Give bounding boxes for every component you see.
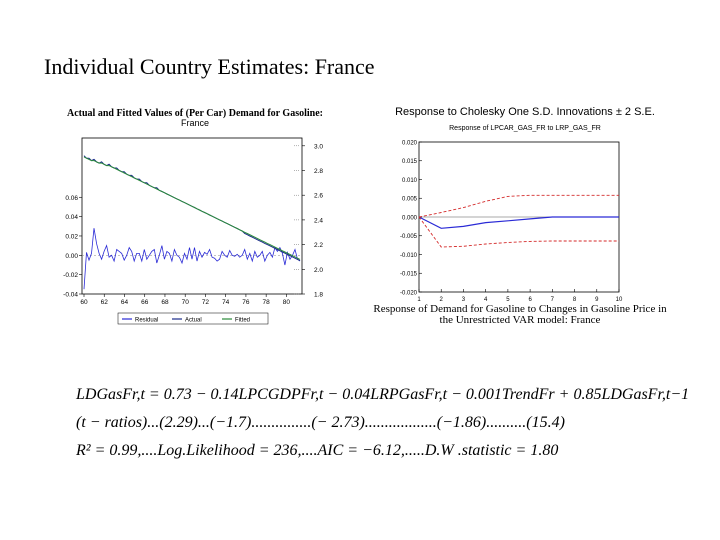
left-tick-label: 0.04	[65, 214, 78, 222]
left-tick-label: -0.04	[63, 291, 78, 299]
x-tick-label: 6	[528, 297, 532, 303]
series-residual-line	[84, 228, 300, 289]
right-tick-label: 2.8	[314, 168, 324, 175]
left-tick-label: 0.02	[65, 233, 78, 241]
x-tick-label: 68	[161, 299, 169, 306]
right-tick-label: 2.0	[314, 266, 324, 274]
chart-subtitle: Response of LPCAR_GAS_FR to LRP_GAS_FR	[449, 125, 601, 132]
x-tick-label: 3	[461, 297, 466, 303]
x-tick-label: 10	[615, 297, 623, 303]
left-tick-label: 0.06	[65, 194, 78, 202]
x-tick-label: 4	[483, 297, 488, 303]
x-tick-label: 76	[242, 299, 250, 306]
x-tick-label: 72	[201, 299, 210, 306]
right-tick-label: 2.2	[314, 242, 324, 250]
actual-fitted-chart	[50, 102, 350, 338]
right-tick-label: 2.6	[314, 192, 324, 200]
left-tick-label: 0.00	[65, 252, 78, 260]
x-tick-label: 80	[282, 299, 291, 306]
actual-fitted-plot	[50, 102, 350, 338]
right-tick-label: 3.0	[314, 143, 324, 151]
x-tick-label: 78	[262, 299, 270, 306]
y-tick-label: -0.015	[399, 271, 417, 278]
legend-label: Actual	[185, 317, 202, 324]
x-tick-label: 1	[417, 297, 421, 303]
series-actual-line	[84, 156, 300, 261]
equation-line-3: R² = 0.99,....Log.Likelihood = 236,....AIC = −6.12,.....D.W .statistic = 1.80	[76, 442, 559, 459]
y-tick-label: 0.020	[401, 140, 417, 147]
x-tick-label: 7	[550, 297, 555, 303]
y-tick-label: -0.020	[399, 290, 417, 297]
y-tick-label: 0.000	[401, 215, 417, 222]
chart-title: Response to Cholesky One S.D. Innovations ± 2 S.E.	[395, 106, 655, 118]
x-tick-label: 9	[595, 297, 599, 303]
series-lower-band-line	[419, 217, 619, 247]
series-fitted-line	[84, 157, 300, 260]
right-tick-label: 1.8	[314, 291, 324, 299]
legend-label: Residual	[135, 317, 159, 324]
right-tick-label: 2.4	[314, 217, 324, 225]
plot-frame	[82, 138, 302, 294]
series-response-line	[419, 217, 619, 228]
slide-title: Individual Country Estimates: France	[44, 54, 375, 79]
x-tick-label: 8	[572, 297, 577, 303]
y-tick-label: 0.010	[401, 177, 417, 184]
x-tick-label: 70	[181, 299, 189, 306]
chart-subtitle: France	[180, 118, 209, 128]
y-tick-label: 0.005	[401, 196, 417, 203]
chart-caption: Response of Demand for Gasoline to Changes in Gasoline Price in the Unrestricted VAR model: France	[373, 303, 667, 326]
x-tick-label: 5	[506, 297, 510, 303]
series-upper-band-line	[419, 195, 619, 217]
x-tick-label: 62	[100, 299, 108, 306]
y-tick-label: -0.010	[399, 252, 417, 259]
legend-label: Fitted	[235, 317, 251, 324]
y-tick-label: -0.005	[399, 234, 417, 241]
left-tick-label: -0.02	[63, 272, 78, 280]
x-tick-label: 66	[141, 299, 149, 306]
x-tick-label: 64	[120, 299, 129, 306]
y-tick-label: 0.015	[401, 159, 417, 166]
chart-title: Actual and Fitted Values of (Per Car) Demand for Gasoline:	[66, 108, 323, 119]
x-tick-label: 74	[222, 299, 230, 306]
x-tick-label: 2	[439, 297, 443, 303]
equation-line-2: (t − ratios)...(2.29)...(−1.7)...............(− 2.73)..................(−1.86)..........(15.4)	[76, 414, 565, 431]
equation-line-1: LDGasFr,t = 0.73 − 0.14LPCGDPFr,t − 0.04LRPGasFr,t − 0.001TrendFr + 0.85LDGasFr,t−1	[76, 386, 690, 403]
x-tick-label: 60	[80, 299, 88, 306]
